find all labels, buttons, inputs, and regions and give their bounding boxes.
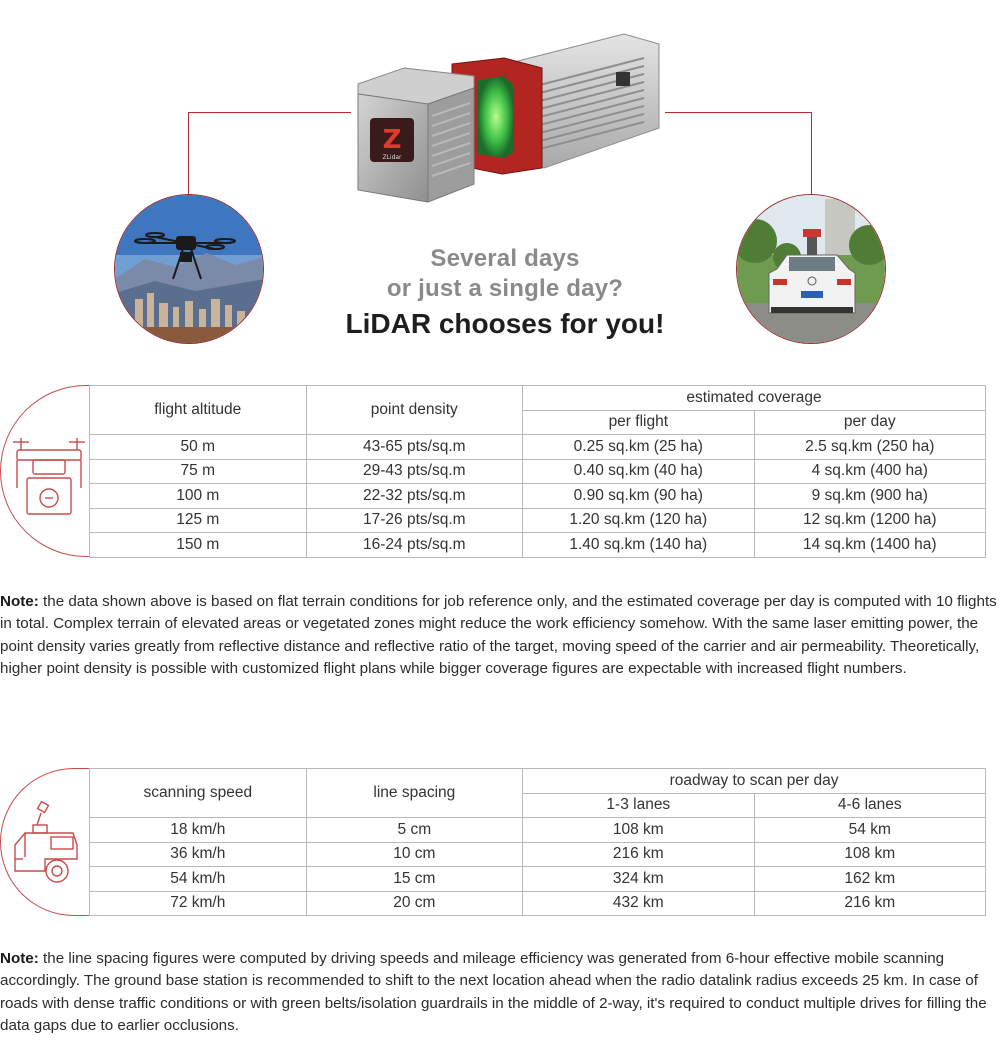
flight-coverage-section bbox=[0, 385, 1000, 559]
tagline bbox=[300, 244, 710, 342]
mapping-car-icon bbox=[11, 799, 91, 889]
table-cell: 36 km/h bbox=[90, 842, 307, 867]
table-cell: 108 km bbox=[754, 842, 985, 867]
table-cell: 72 km/h bbox=[90, 891, 307, 916]
table-row bbox=[90, 867, 986, 892]
table-cell: 54 km bbox=[754, 818, 985, 843]
right-connector-line bbox=[665, 112, 812, 197]
table-cell: 324 km bbox=[523, 867, 754, 892]
table-cell: 16-24 pts/sq.m bbox=[306, 533, 523, 558]
table-row bbox=[90, 508, 986, 533]
left-connector-line bbox=[188, 112, 351, 197]
table-cell: 125 m bbox=[90, 508, 307, 533]
table-cell: 10 cm bbox=[306, 842, 523, 867]
table-cell: 0.40 sq.km (40 ha) bbox=[523, 459, 754, 484]
table-cell: 216 km bbox=[754, 891, 985, 916]
lidar-device-image bbox=[354, 28, 664, 204]
tagline-headline: LiDAR chooses for you! bbox=[345, 308, 665, 339]
table-row bbox=[90, 842, 986, 867]
header-flight-altitude: flight altitude bbox=[90, 386, 307, 435]
flight-note bbox=[0, 591, 998, 680]
table-cell: 2.5 sq.km (250 ha) bbox=[754, 435, 985, 460]
table-cell: 1.40 sq.km (140 ha) bbox=[523, 533, 754, 558]
table-cell: 54 km/h bbox=[90, 867, 307, 892]
flight-coverage-table bbox=[89, 385, 986, 558]
tagline-line-2: or just a single day? bbox=[386, 275, 624, 302]
table-cell: 0.25 sq.km (25 ha) bbox=[523, 435, 754, 460]
table-cell: 5 cm bbox=[306, 818, 523, 843]
header-scanning-speed: scanning speed bbox=[90, 769, 307, 818]
hero-section bbox=[0, 0, 1000, 360]
header-estimated-coverage: estimated coverage bbox=[523, 386, 986, 411]
header-point-density: point density bbox=[306, 386, 523, 435]
table-cell: 18 km/h bbox=[90, 818, 307, 843]
tagline-line-1: Several days bbox=[430, 245, 580, 272]
table-cell: 100 m bbox=[90, 484, 307, 509]
drone-icon bbox=[9, 428, 89, 518]
header-line-spacing: line spacing bbox=[306, 769, 523, 818]
table-cell: 14 sq.km (1400 ha) bbox=[754, 533, 985, 558]
device-brand-mark: ZLidar bbox=[382, 154, 402, 161]
table-row bbox=[90, 459, 986, 484]
header-per-flight: per flight bbox=[523, 410, 754, 435]
table-row bbox=[90, 533, 986, 558]
table-cell: 0.90 sq.km (90 ha) bbox=[523, 484, 754, 509]
table-cell: 20 cm bbox=[306, 891, 523, 916]
mapping-car-photo bbox=[736, 194, 886, 344]
table-row bbox=[90, 484, 986, 509]
table-cell: 12 sq.km (1200 ha) bbox=[754, 508, 985, 533]
road-note bbox=[0, 948, 998, 1037]
table-cell: 4 sq.km (400 ha) bbox=[754, 459, 985, 484]
note-text: the data shown above is based on flat terrain conditions for job reference only, and the estimated coverage per day is computed with 10 flights in total. Complex terrain of elevated areas or vegetated zones might reduce the work efficiency somehow. With the same laser emitting power, the point density varies greatly from reflective distance and reflective ratio of the target, moving speed of the carrier and air permeability. Theoretically, higher point density is possible with customized flight plans while bigger coverage figures are expectable with increased flight numbers. bbox=[0, 593, 997, 677]
table-cell: 29-43 pts/sq.m bbox=[306, 459, 523, 484]
table-cell: 216 km bbox=[523, 842, 754, 867]
header-1-3-lanes: 1-3 lanes bbox=[523, 793, 754, 818]
table-cell: 50 m bbox=[90, 435, 307, 460]
header-roadway-per-day: roadway to scan per day bbox=[523, 769, 986, 794]
header-per-day: per day bbox=[754, 410, 985, 435]
road-scanning-section bbox=[0, 768, 1000, 917]
table-row bbox=[90, 435, 986, 460]
table-cell: 108 km bbox=[523, 818, 754, 843]
drone-photo bbox=[114, 194, 264, 344]
table-cell: 15 cm bbox=[306, 867, 523, 892]
road-scanning-table bbox=[89, 768, 986, 916]
header-4-6-lanes: 4-6 lanes bbox=[754, 793, 985, 818]
table-cell: 22-32 pts/sq.m bbox=[306, 484, 523, 509]
table-cell: 9 sq.km (900 ha) bbox=[754, 484, 985, 509]
note-label: Note: bbox=[0, 950, 39, 967]
note-label: Note: bbox=[0, 593, 39, 610]
table-cell: 432 km bbox=[523, 891, 754, 916]
table-cell: 17-26 pts/sq.m bbox=[306, 508, 523, 533]
table-row bbox=[90, 891, 986, 916]
table-cell: 150 m bbox=[90, 533, 307, 558]
note-text: the line spacing figures were computed by driving speeds and mileage efficiency was generated from 6-hour effective mobile scanning accordingly. The ground base station is recommended to shift to the next location ahead when the radio datalink radius exceeds 25 km. In case of roads with dense traffic conditions or with green belts/isolation guardrails in the middle of 2-way, it's required to conduct multiple drives for filling the data gaps due to earlier occlusions. bbox=[0, 950, 987, 1034]
table-cell: 162 km bbox=[754, 867, 985, 892]
device-logo-mark: Z bbox=[382, 125, 402, 155]
table-cell: 75 m bbox=[90, 459, 307, 484]
table-row bbox=[90, 818, 986, 843]
table-cell: 1.20 sq.km (120 ha) bbox=[523, 508, 754, 533]
table-cell: 43-65 pts/sq.m bbox=[306, 435, 523, 460]
